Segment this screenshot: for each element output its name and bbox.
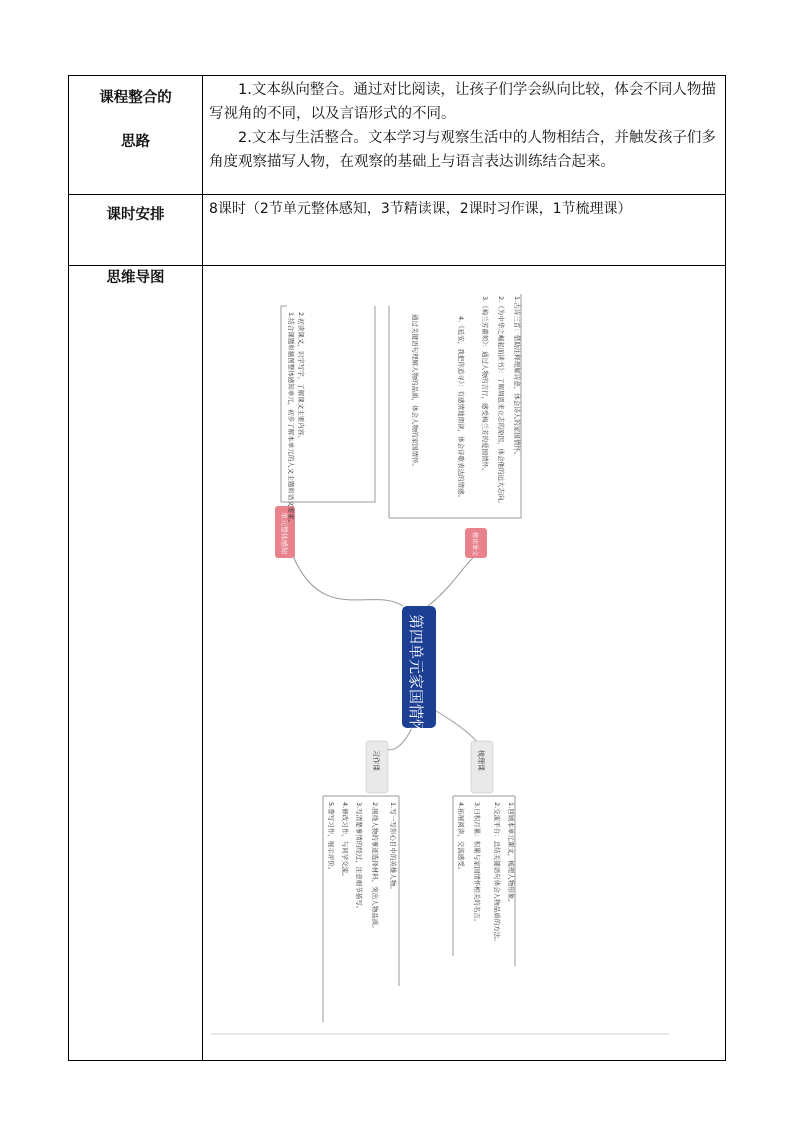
mindmap-diagram bbox=[203, 266, 725, 1056]
integration-paragraph-1: 1.文本纵向整合。通过对比阅读，让孩子们学会纵向比较，体会不同人物描写视角的不同，以及言语形式的不同。 bbox=[209, 82, 716, 122]
branch-bottom-right-item-2: 2.交流平台：总结关键语句体会人物品质的方法。 bbox=[493, 802, 501, 945]
branch-top-left-title: 单元整体感知 bbox=[280, 512, 288, 554]
branch-bottom-left-item-2: 2.围绕人物的事迹选择材料，突出人物品质。 bbox=[371, 802, 379, 932]
branch-bottom-right-title: 梳理课 bbox=[477, 750, 485, 771]
mindmap-center-text: 第四单元家国情怀 bbox=[407, 614, 425, 735]
branch-top-right-item-4: 4.《延安，我把你追寻》：有感情地朗读，体会诗歌表达的情感。 bbox=[457, 316, 465, 501]
branch-top-right-item-1: 1.古诗三首：借助注释理解诗意，体会诗人的家国情怀。 bbox=[513, 296, 521, 459]
schedule-row bbox=[69, 195, 726, 266]
integration-label-line2: 思路 bbox=[121, 134, 150, 150]
integration-label-cell bbox=[69, 76, 203, 195]
lesson-plan-table bbox=[68, 75, 726, 1061]
branch-bottom-left-title: 习作课 bbox=[372, 750, 380, 771]
branch-top-right-item-3: 3.《梅兰芳蓄须》：通过人物的言行，感受梅兰芳的爱国情怀。 bbox=[481, 296, 489, 475]
branch-bottom-left-item-3: 3.写清楚事情的经过，注意细节描写。 bbox=[355, 802, 363, 913]
branch-bottom-right-item-1: 1.回顾本单元课文，梳理人物形象。 bbox=[507, 802, 515, 906]
branch-top-right bbox=[389, 294, 522, 558]
connector-top-left bbox=[293, 556, 403, 606]
schedule-label: 课时安排 bbox=[69, 195, 203, 266]
branch-top-left-item-1: 1.结合课题和插图整体感知单元，初步了解本单元的人文主题和语文要素。 bbox=[287, 312, 295, 527]
mindmap-center-node bbox=[402, 606, 436, 735]
integration-paragraph-2: 2.文本与生活整合。文本学习与观察生活中的人物相结合，并触发孩子们多角度观察描写人物，在观察的基础上与语言表达训练结合起来。 bbox=[209, 130, 716, 170]
schedule-text: 8课时（2节单元整体感知，3节精读课，2课时习作课，1节梳理课） bbox=[203, 195, 726, 266]
branch-top-right-item-2: 2.《为中华之崛起而读书》：了解周恩来立志的原因，体会他的远大志向。 bbox=[497, 296, 505, 507]
branch-bottom-right-item-3: 3.日积月累：积累与家国情怀相关的名言。 bbox=[473, 802, 481, 926]
branch-bottom-left-item-1: 1.写一写你心目中的英雄人物。 bbox=[389, 802, 397, 893]
connector-top-right bbox=[428, 556, 475, 606]
branch-bottom-left-item-5: 5.誊写习作，展示评价。 bbox=[327, 802, 335, 874]
integration-content-cell bbox=[203, 76, 726, 195]
branch-bottom-right-item-4: 4.拓展阅读，交流感受。 bbox=[457, 802, 465, 874]
mindmap-row bbox=[69, 266, 726, 1061]
bracket-top-left bbox=[281, 306, 287, 502]
branch-top-right-item-5: 通过关键语句理解人物的品质，体会人物的家国情怀。 bbox=[411, 314, 419, 470]
branch-top-left bbox=[275, 306, 375, 558]
integration-label-line1: 课程整合的 bbox=[99, 90, 172, 106]
mindmap-label: 思维导图 bbox=[69, 266, 203, 1061]
branch-bottom-left-item-4: 4.修改习作，与同学交流。 bbox=[341, 802, 349, 880]
branch-bottom-left bbox=[323, 741, 399, 1022]
mindmap-cell bbox=[203, 266, 726, 1061]
integration-row bbox=[69, 76, 726, 195]
branch-bottom-right bbox=[453, 741, 516, 966]
branch-top-right-title: 精读课文 bbox=[471, 532, 478, 557]
branch-top-left-item-2: 2.初读课文，识字写字，了解课文主要内容。 bbox=[297, 312, 305, 442]
